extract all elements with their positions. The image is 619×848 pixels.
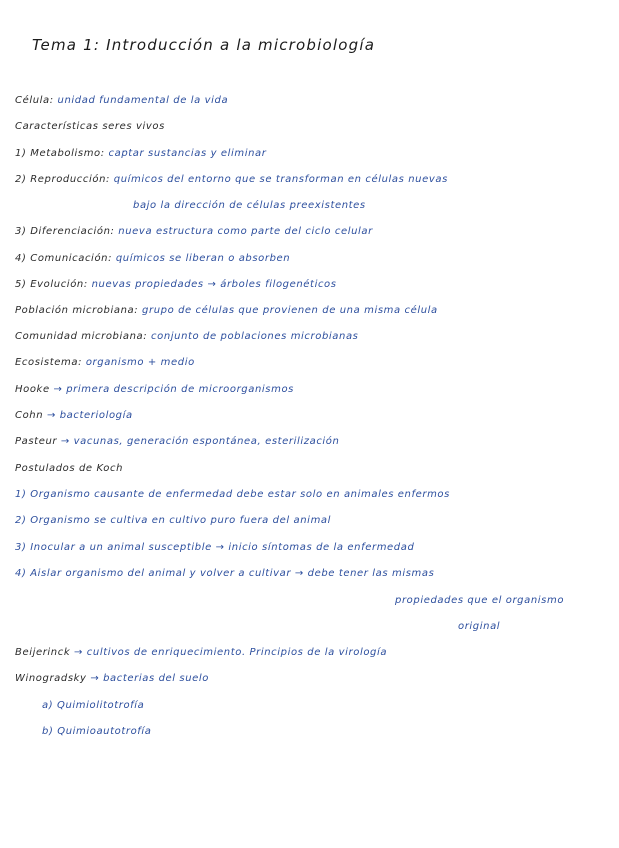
note-line bbox=[42, 700, 144, 712]
note-key: Hooke bbox=[15, 384, 50, 395]
note-line bbox=[15, 121, 165, 133]
note-key: Comunidad microbiana: bbox=[15, 331, 148, 342]
note-value: propiedades que el organismo bbox=[395, 595, 565, 606]
note-line bbox=[15, 515, 331, 527]
note-value: b) Quimioautotrofía bbox=[42, 726, 152, 737]
note-value: conjunto de poblaciones microbianas bbox=[147, 331, 359, 342]
note-value: → cultivos de enriquecimiento. Principios de la virología bbox=[70, 647, 388, 658]
note-line bbox=[42, 726, 152, 738]
note-key: 5) Evolución: bbox=[15, 279, 88, 290]
note-line bbox=[15, 305, 438, 317]
note-line bbox=[15, 357, 195, 369]
note-value: bajo la dirección de células preexistentes bbox=[133, 200, 366, 211]
note-key: Ecosistema: bbox=[15, 357, 83, 368]
note-value: → vacunas, generación espontánea, esterilización bbox=[57, 436, 340, 447]
note-key: 3) Diferenciación: bbox=[15, 226, 115, 237]
note-line bbox=[395, 595, 564, 607]
note-key: Beijerinck bbox=[15, 647, 71, 658]
note-value: original bbox=[458, 621, 501, 632]
note-key: 4) Comunicación: bbox=[15, 253, 113, 264]
note-value: químicos del entorno que se transforman en células nuevas bbox=[110, 174, 448, 185]
note-key: 1) Metabolismo: bbox=[15, 148, 105, 159]
note-line bbox=[15, 673, 209, 685]
note-key: Postulados de Koch bbox=[15, 463, 124, 474]
note-line bbox=[15, 148, 266, 160]
note-key: Características seres vivos bbox=[15, 121, 165, 132]
note-key: Pasteur bbox=[15, 436, 58, 447]
note-key: Población microbiana: bbox=[15, 305, 139, 316]
note-value: → bacteriología bbox=[43, 410, 133, 421]
note-value: → primera descripción de microorganismos bbox=[49, 384, 294, 395]
note-line bbox=[15, 95, 228, 107]
note-line bbox=[15, 226, 373, 238]
note-line bbox=[15, 647, 387, 659]
note-line bbox=[15, 463, 123, 475]
note-line bbox=[458, 621, 500, 633]
note-line bbox=[15, 436, 339, 448]
note-value: captar sustancias y eliminar bbox=[104, 148, 267, 159]
note-line bbox=[15, 279, 337, 291]
note-key: Cohn bbox=[15, 410, 44, 421]
note-line bbox=[15, 331, 359, 343]
note-line bbox=[15, 568, 434, 580]
note-value: nuevas propiedades → árboles filogenéticos bbox=[87, 279, 337, 290]
note-line bbox=[15, 253, 290, 265]
note-value: 3) Inocular a un animal susceptible → inicio síntomas de la enfermedad bbox=[15, 542, 415, 553]
note-value: grupo de células que provienen de una misma célula bbox=[138, 305, 438, 316]
note-line bbox=[133, 200, 366, 212]
note-value: organismo + medio bbox=[82, 357, 195, 368]
note-line bbox=[15, 384, 294, 396]
note-line bbox=[15, 489, 450, 501]
note-line bbox=[15, 174, 448, 186]
note-value: nueva estructura como parte del ciclo celular bbox=[114, 226, 373, 237]
note-value: → bacterias del suelo bbox=[86, 673, 210, 684]
note-line bbox=[15, 410, 133, 422]
note-line bbox=[15, 542, 414, 554]
note-value: a) Quimiolitotrofía bbox=[42, 700, 145, 711]
note-value: 4) Aislar organismo del animal y volver a cultivar → debe tener las mismas bbox=[15, 568, 435, 579]
note-value: unidad fundamental de la vida bbox=[53, 95, 229, 106]
note-value: 1) Organismo causante de enfermedad debe estar solo en animales enfermos bbox=[15, 489, 450, 500]
note-key: Célula: bbox=[15, 95, 54, 106]
note-key: 2) Reproducción: bbox=[15, 174, 111, 185]
note-value: químicos se liberan o absorben bbox=[112, 253, 291, 264]
note-key: Winogradsky bbox=[15, 673, 87, 684]
page-title: Tema 1: Introducción a la microbiología bbox=[32, 36, 376, 54]
note-value: 2) Organismo se cultiva en cultivo puro fuera del animal bbox=[15, 515, 332, 526]
